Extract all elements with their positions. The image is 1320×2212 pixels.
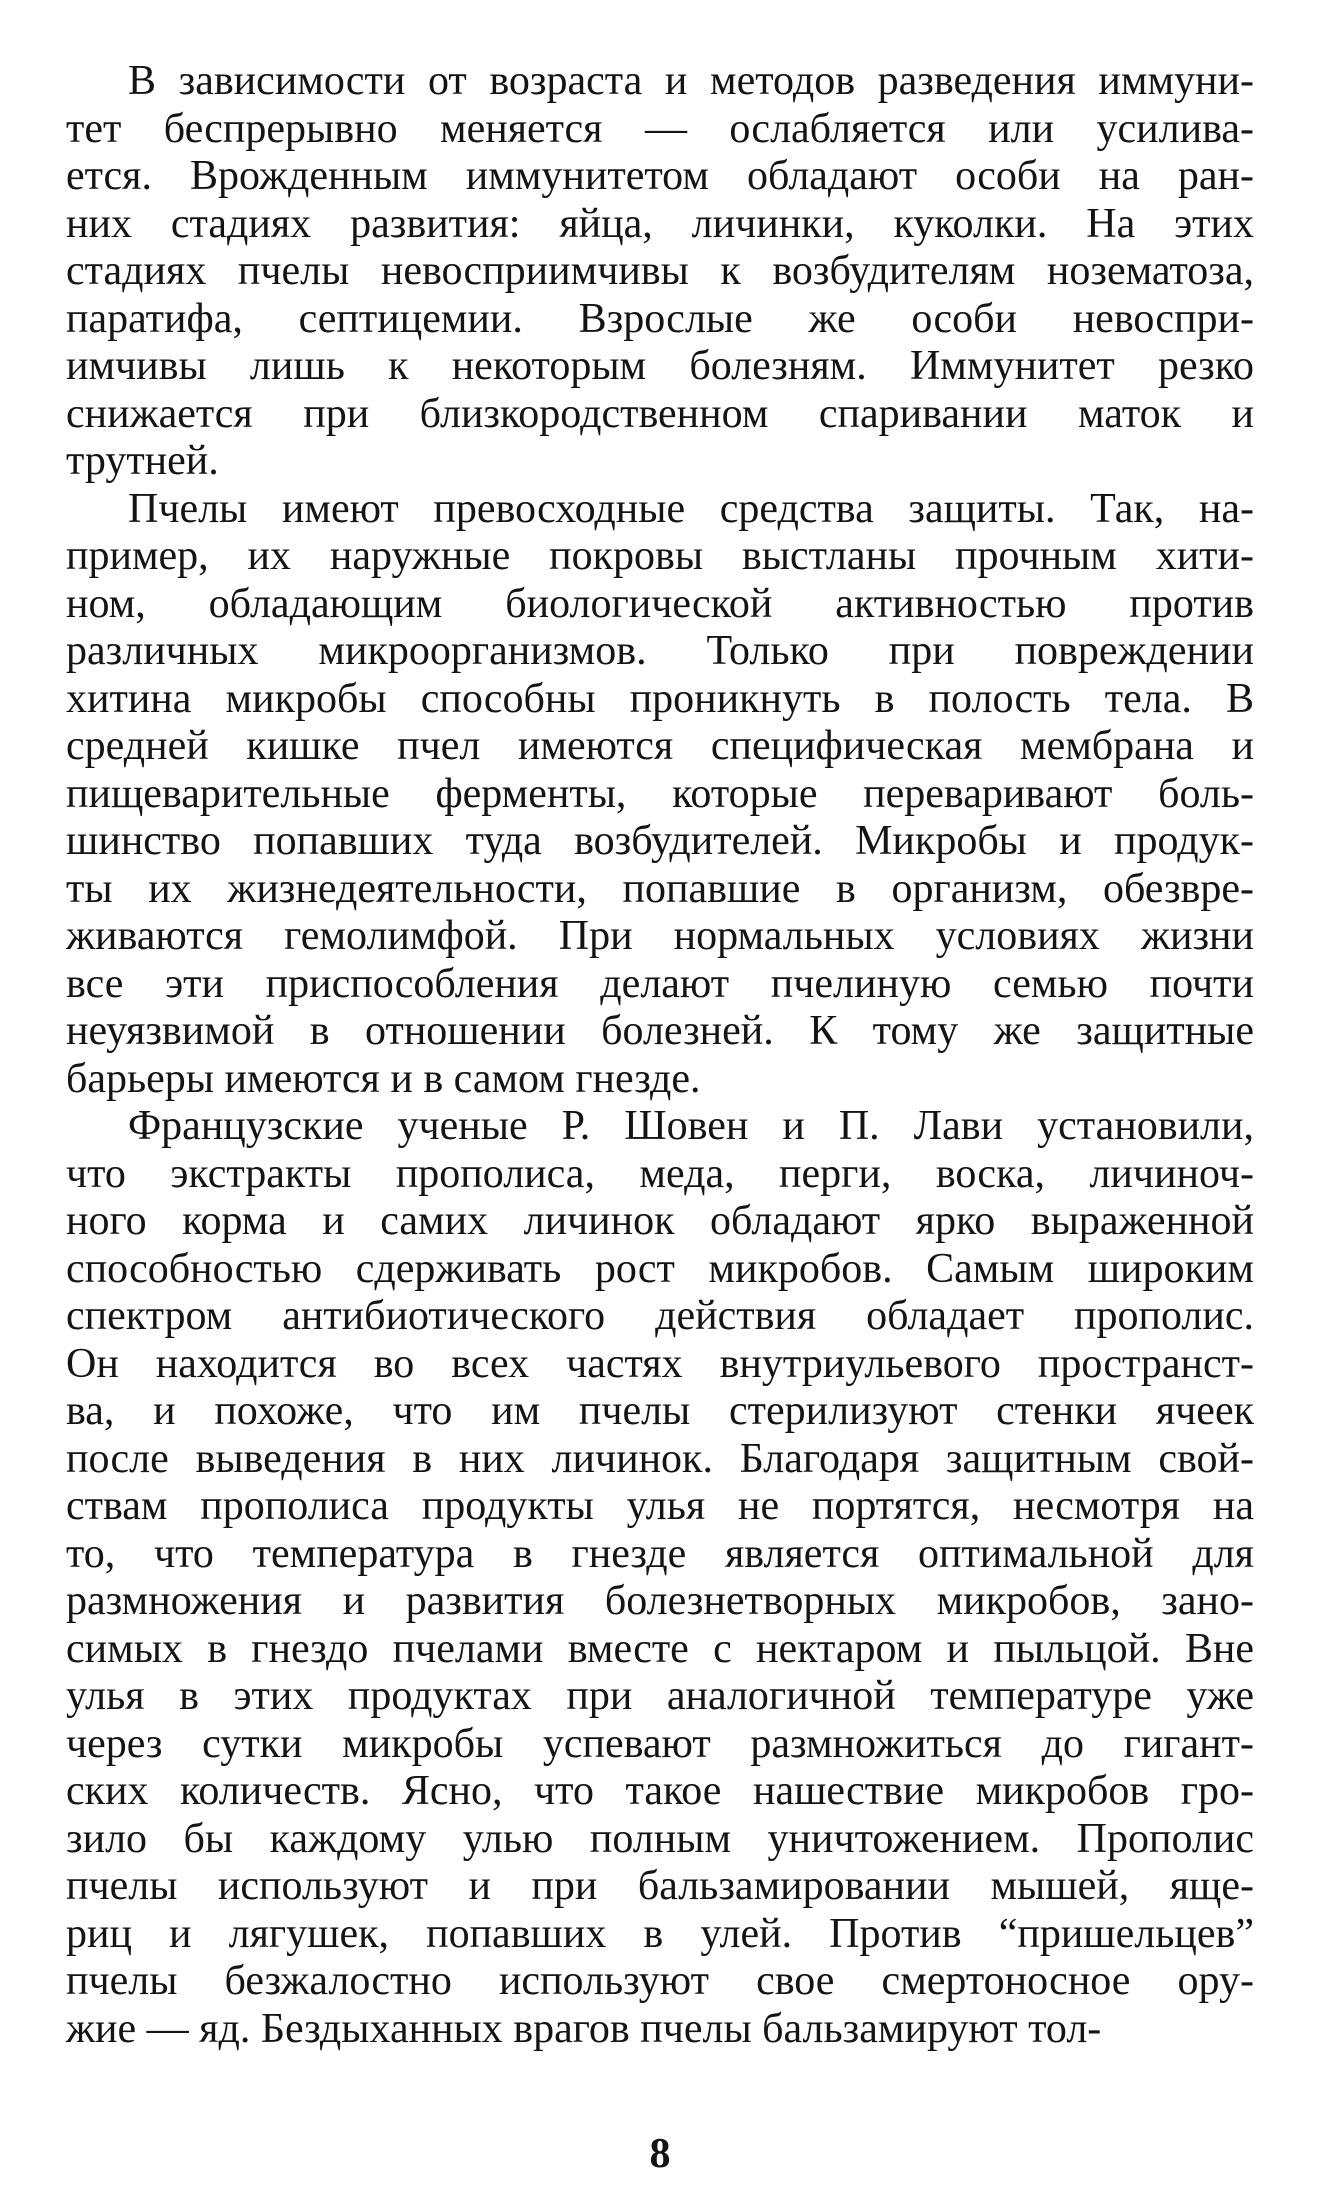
text-line: них стадиях развития: яйца, личинки, куколки. На этих <box>66 200 1254 247</box>
body-text <box>66 58 1254 2053</box>
text-line: средней кишке пчел имеются специфическая мембрана и <box>66 723 1254 769</box>
text-line: ном, обладающим биологической активностью против <box>66 580 1254 627</box>
text-line: зило бы каждому улью полным уничтожением. Прополис <box>66 1815 1254 1862</box>
text-line: риц и лягушек, попавших в улей. Против “пришельцев” <box>66 1910 1254 1957</box>
paragraph-1 <box>66 58 1254 486</box>
text-line: имчивы лишь к некоторым болезням. Иммунитет резко <box>66 343 1254 389</box>
text-line: ется. Врожденным иммунитетом обладают особи на ран- <box>66 153 1254 199</box>
text-line: после выведения в них личинок. Благодаря защитным свой- <box>66 1435 1254 1482</box>
text-line: жие — яд. Бездыханных врагов пчелы бальзамируют тол- <box>66 2005 1102 2052</box>
text-line: снижается при близкородственном спаривании маток и <box>66 390 1254 437</box>
text-line: улья в этих продуктах при аналогичной температуре уже <box>66 1673 1254 1719</box>
text-line: что экстракты прополиса, меда, перги, воска, личиноч- <box>66 1150 1254 1197</box>
text-line: ва, и похоже, что им пчелы стерилизуют стенки ячеек <box>66 1388 1254 1434</box>
text-line: Он находится во всех частях внутриульевого пространст- <box>66 1340 1254 1387</box>
text-line: Пчелы имеют превосходные средства защиты. Так, на- <box>128 485 1254 532</box>
text-line: размножения и развития болезнетворных микробов, зано- <box>66 1578 1254 1624</box>
text-line: барьеры имеются и в самом гнезде. <box>66 1055 701 1102</box>
text-line: стадиях пчелы невосприимчивы к возбудителям нозематоза, <box>66 248 1254 294</box>
page-number: 8 <box>649 2131 671 2177</box>
paragraph-2 <box>66 486 1254 1104</box>
text-line: пчелы безжалостно используют свое смертоносное ору- <box>66 1958 1254 2004</box>
text-line: Французские ученые Р. Шовен и П. Лави установили, <box>128 1103 1254 1149</box>
text-line: то, что температура в гнезде является оптимальной для <box>66 1530 1254 1577</box>
text-line: хитина микробы способны проникнуть в полость тела. В <box>66 675 1254 722</box>
text-line: все эти приспособления делают пчелиную семью почти <box>66 960 1254 1007</box>
text-line: В зависимости от возраста и методов разведения иммуни- <box>128 58 1254 104</box>
text-line: через сутки микробы успевают размножиться до гигант- <box>66 1720 1254 1767</box>
text-line: пчелы используют и при бальзамировании мышей, яще- <box>66 1863 1254 1909</box>
text-line: паратифа, септицемии. Взрослые же особи невоспри- <box>66 295 1254 342</box>
text-line: тет беспрерывно меняется — ослабляется или усилива- <box>66 105 1254 152</box>
text-line: ты их жизнедеятельности, попавшие в организм, обезвре- <box>66 865 1254 912</box>
text-line: пищеварительные ферменты, которые переваривают боль- <box>66 770 1254 817</box>
text-line: спектром антибиотического действия обладает прополис. <box>66 1293 1254 1339</box>
text-line: неуязвимой в отношении болезней. К тому же защитные <box>66 1008 1254 1054</box>
text-line: различных микроорганизмов. Только при повреждении <box>66 628 1254 674</box>
paragraph-3 <box>66 1103 1254 2053</box>
text-line: трутней. <box>66 438 219 484</box>
text-line: пример, их наружные покровы выстланы прочным хити- <box>66 533 1254 579</box>
paragraph-container <box>66 58 1254 2053</box>
text-line: способностью сдерживать рост микробов. Самым широким <box>66 1245 1254 1292</box>
text-line: шинство попавших туда возбудителей. Микробы и продук- <box>66 818 1254 864</box>
text-line: ских количеств. Ясно, что такое нашествие микробов гро- <box>66 1768 1254 1814</box>
text-line: симых в гнездо пчелами вместе с нектаром и пыльцой. Вне <box>66 1625 1254 1672</box>
text-line: ного корма и самих личинок обладают ярко выраженной <box>66 1198 1254 1244</box>
text-line: живаются гемолимфой. При нормальных условиях жизни <box>66 913 1254 959</box>
text-line: ствам прополиса продукты улья не портятся, несмотря на <box>66 1483 1254 1529</box>
